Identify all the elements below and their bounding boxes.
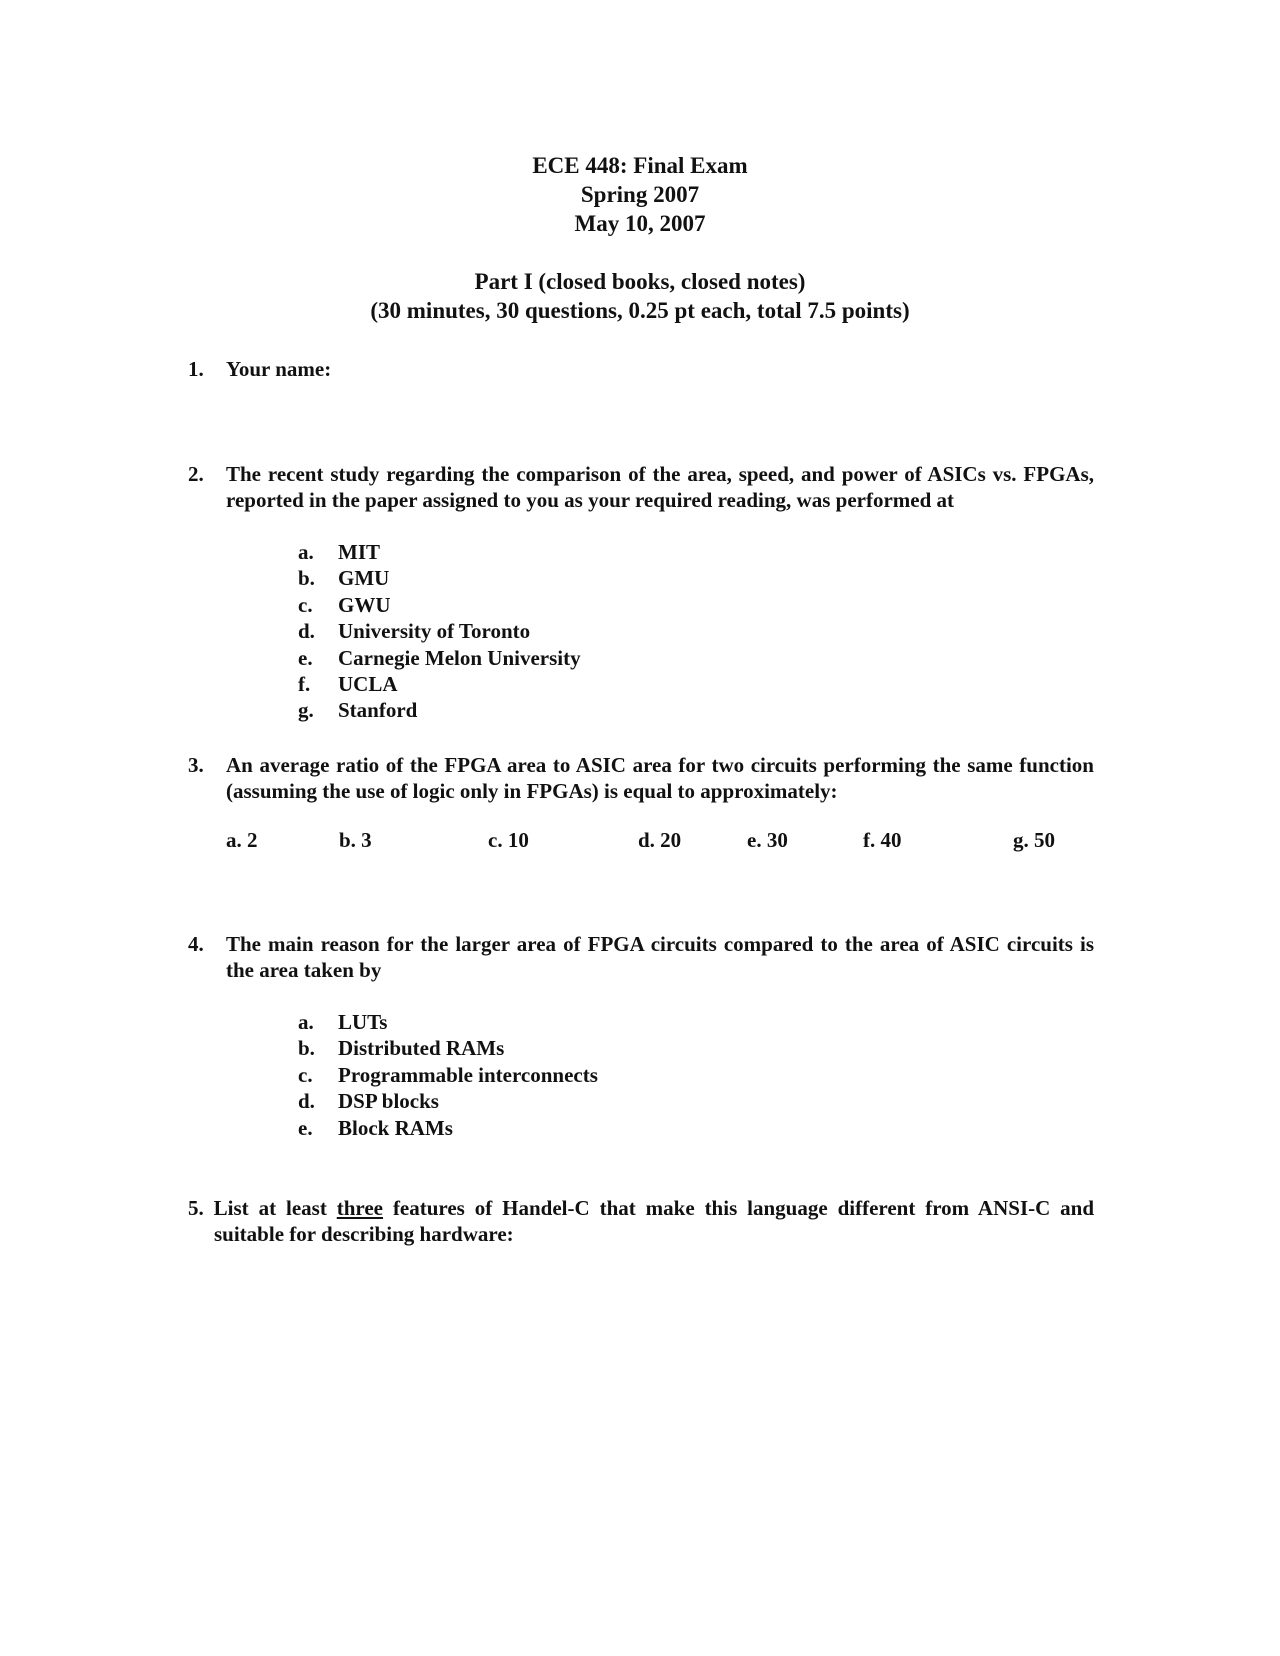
q4-options bbox=[298, 1009, 598, 1141]
part-rules: (30 minutes, 30 questions, 0.25 pt each, total 7.5 points) bbox=[370, 298, 910, 323]
q2-options bbox=[298, 539, 581, 724]
question-4 bbox=[188, 931, 1094, 983]
exam-date: May 10, 2007 bbox=[574, 211, 706, 236]
option-text: Carnegie Melon University bbox=[338, 645, 581, 670]
question-number: 3. bbox=[188, 753, 204, 777]
question-text bbox=[188, 1195, 1094, 1247]
question-text: Your name: bbox=[226, 357, 332, 381]
option-item bbox=[298, 671, 581, 697]
option-letter: a. bbox=[298, 540, 314, 564]
exam-header bbox=[0, 151, 1280, 238]
option-text: Distributed RAMs bbox=[338, 1036, 505, 1061]
option-letter: d. bbox=[298, 1089, 315, 1114]
option-text: GMU bbox=[338, 566, 390, 591]
question-1 bbox=[188, 356, 1088, 382]
question-number: 2. bbox=[188, 462, 204, 486]
exam-title: ECE 448: Final Exam bbox=[532, 153, 748, 178]
q3-option-a: a. 2 bbox=[226, 828, 258, 852]
option-text: Stanford bbox=[338, 698, 418, 723]
option-letter: d. bbox=[298, 619, 315, 644]
question-emphasis: three bbox=[336, 1196, 384, 1220]
question-number: 4. bbox=[188, 932, 204, 956]
option-letter: b. bbox=[298, 1036, 315, 1061]
option-item bbox=[298, 1035, 598, 1061]
q3-option-e: e. 30 bbox=[747, 828, 788, 852]
q3-option-d: d. 20 bbox=[638, 828, 682, 852]
q3-option-b: b. 3 bbox=[339, 828, 372, 852]
option-letter: c. bbox=[298, 592, 313, 617]
question-number: 5. bbox=[188, 1196, 204, 1220]
part-header bbox=[0, 267, 1280, 325]
option-item bbox=[298, 697, 581, 723]
option-item bbox=[298, 539, 581, 565]
option-text: GWU bbox=[338, 592, 391, 617]
option-text: MIT bbox=[338, 540, 380, 564]
option-letter: c. bbox=[298, 1062, 313, 1087]
option-item bbox=[298, 1115, 598, 1141]
option-text: Programmable interconnects bbox=[338, 1062, 598, 1087]
option-item bbox=[298, 1088, 598, 1114]
part-title: Part I (closed books, closed notes) bbox=[474, 269, 806, 294]
option-letter: a. bbox=[298, 1010, 314, 1034]
option-text: DSP blocks bbox=[338, 1089, 439, 1114]
option-letter: b. bbox=[298, 566, 315, 591]
option-text: University of Toronto bbox=[338, 619, 531, 644]
option-text: UCLA bbox=[338, 672, 398, 697]
question-text-after: features of Handel-C that make this language different from ANSI-C and suitable for describing hardware: bbox=[214, 1196, 1095, 1246]
question-5 bbox=[188, 1195, 1094, 1247]
option-item bbox=[298, 1062, 598, 1088]
question-text: An average ratio of the FPGA area to ASIC area for two circuits performing the same function (assuming the use of logic only in FPGAs) is equal to approximately: bbox=[226, 753, 1094, 803]
question-number: 1. bbox=[188, 357, 204, 381]
option-item bbox=[298, 592, 581, 618]
question-3 bbox=[188, 752, 1094, 804]
option-item bbox=[298, 565, 581, 591]
option-item bbox=[298, 645, 581, 671]
option-item bbox=[298, 1009, 598, 1035]
question-text-before: List at least bbox=[213, 1196, 327, 1220]
q3-option-c: c. 10 bbox=[488, 828, 529, 852]
q3-option-f: f. 40 bbox=[863, 828, 902, 852]
question-text: The main reason for the larger area of FPGA circuits compared to the area of ASIC circuits is the area taken by bbox=[226, 932, 1094, 982]
option-letter: f. bbox=[298, 672, 311, 697]
option-letter: e. bbox=[298, 1115, 313, 1140]
option-letter: e. bbox=[298, 645, 313, 670]
q3-option-g: g. 50 bbox=[1013, 828, 1055, 852]
option-text: LUTs bbox=[338, 1010, 388, 1034]
question-text: The recent study regarding the comparison of the area, speed, and power of ASICs vs. FPGAs, reported in the paper assigned to you as your required reading, was performed at bbox=[226, 462, 1094, 512]
option-text: Block RAMs bbox=[338, 1115, 453, 1140]
question-2 bbox=[188, 461, 1094, 513]
option-item bbox=[298, 618, 581, 644]
exam-term: Spring 2007 bbox=[580, 182, 700, 207]
option-letter: g. bbox=[298, 698, 314, 723]
